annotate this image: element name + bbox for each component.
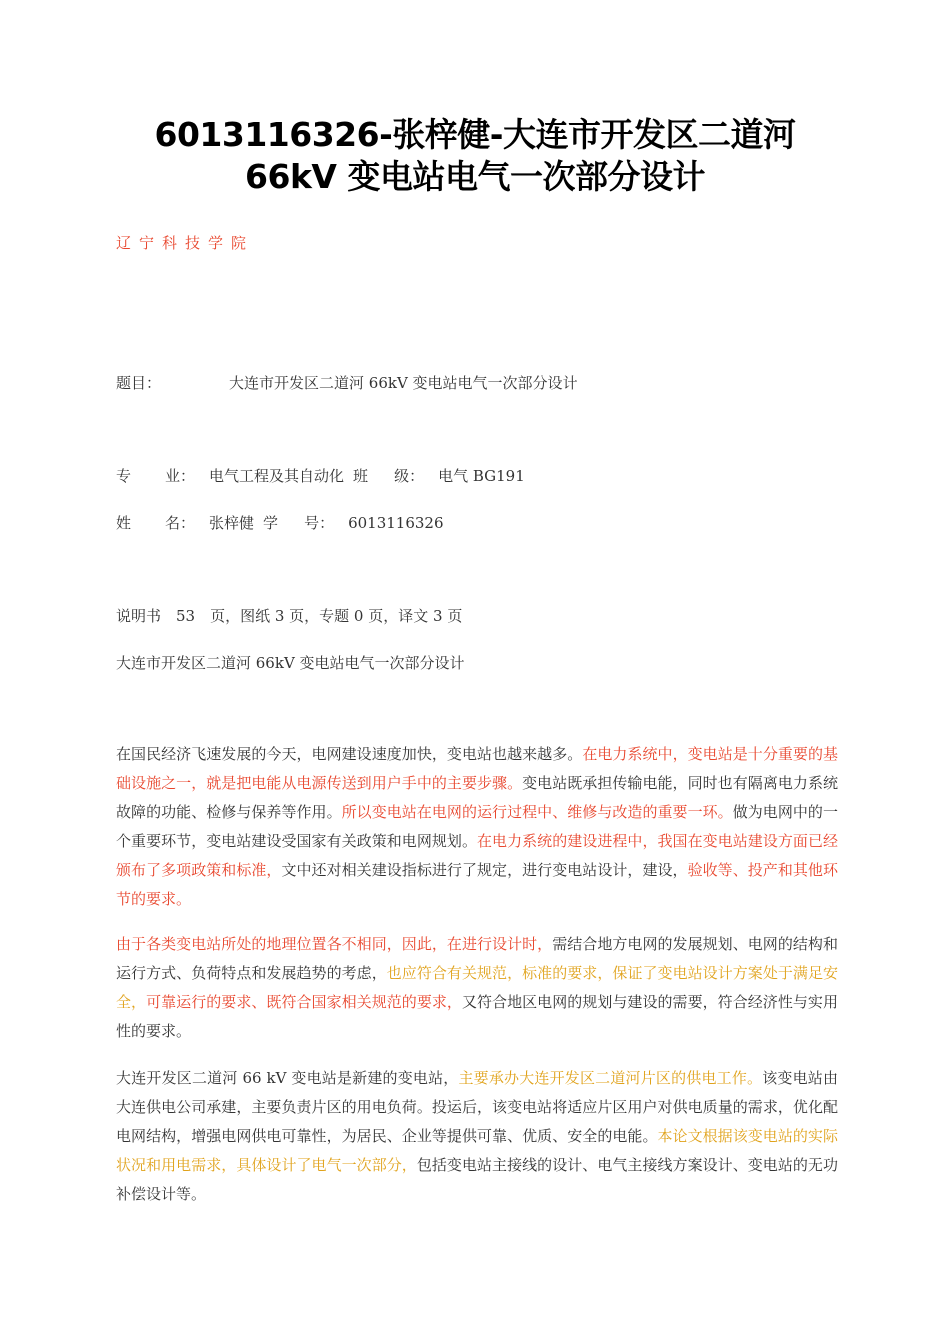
paragraph-segment: 又符合地区电网的规划与建设的需要，符合经济性与实用性的要求。: [116, 993, 838, 1040]
paragraph-2: [116, 930, 838, 1046]
pages-info: 说明书 53 页，图纸 3 页，专题 0 页，译文 3 页: [116, 607, 463, 625]
paragraph-segment: 所以变电站在电网的运行过程中、维修与改造的重要一环。: [341, 803, 733, 821]
major-label-b: 业：: [165, 467, 196, 485]
title-line-1: 6013116326-张梓健-大连市开发区二道河: [154, 115, 796, 154]
paragraph-segment: 主要承办大连开发区二道河片区的供电工作。: [458, 1069, 763, 1087]
class-label-b: 级：: [394, 467, 425, 485]
paragraph-segment: 该变电站由大连供电公司承建，主要负责片区的用电负荷。投运后，该变电站将适应片区用户对供电质量的需求，优化配电网结构，增强电网供电可靠性，为居民、企业等提供可靠、优质、安全的电能。: [116, 1069, 838, 1145]
class-label-a: 班: [353, 467, 369, 485]
paragraph-segment: 也应符合有关规范，标准的要求，保证了变电站设计方案处于满足安全，: [116, 964, 838, 1011]
id-label-a: 学: [263, 514, 279, 532]
id-label-b: 号：: [304, 514, 335, 532]
paragraph-segment: 文中还对相关建设指标进行了规定，进行变电站设计，建设，: [281, 861, 688, 879]
paragraph-1: [116, 740, 838, 914]
paragraph-segment: 做为电网中的一个重要环节，变电站建设受国家有关政策和电网规划。: [116, 803, 838, 850]
name-label-a: 姓: [116, 514, 132, 532]
name-label-b: 名：: [165, 514, 196, 532]
topic-value: 大连市开发区二道河 66kV 变电站电气一次部分设计: [229, 374, 578, 392]
paragraph-3: [116, 1064, 838, 1209]
paragraph-segment: 在电力系统的建设进程中，我国在变电站建设方面已经颁布了多项政策和标准，: [116, 832, 838, 879]
major-label-a: 专: [116, 467, 132, 485]
paragraph-segment: 验收等、投产和其他环节的要求。: [116, 861, 838, 908]
id-value: 6013116326: [348, 514, 444, 532]
paragraph-segment: 变电站既承担传输电能，同时也有隔离电力系统故障的功能、检修与保养等作用。: [116, 774, 838, 821]
topic-label: 题目：: [116, 374, 162, 392]
major-row: [116, 465, 525, 486]
class-value: 电气 BG191: [438, 467, 525, 485]
subtitle: 大连市开发区二道河 66kV 变电站电气一次部分设计: [116, 654, 465, 672]
topic-row: [116, 372, 578, 393]
paragraph-segment: 可靠运行的要求、既符合国家相关规范的要求，: [146, 993, 462, 1011]
paragraph-segment: 在电力系统中，变电站是十分重要的基础设施之一，就是把电能从电源传送到用户手中的主要步骤。: [116, 745, 838, 792]
name-value: 张梓健: [209, 514, 255, 532]
paragraph-segment: 由于各类变电站所处的地理位置各不相同，因此，在进行设计时，: [116, 935, 553, 953]
paragraph-segment: 包括变电站主接线的设计、电气主接线方案设计、变电站的无功补偿设计等。: [116, 1156, 838, 1203]
paragraph-segment: 需结合地方电网的发展规划、电网的结构和运行方式、负荷特点和发展趋势的考虑，: [116, 935, 838, 982]
school-name: 辽宁科技学院: [116, 234, 255, 252]
paragraph-segment: 在国民经济飞速发展的今天，电网建设速度加快，变电站也越来越多。: [116, 745, 583, 763]
name-row: [116, 512, 444, 533]
major-value: 电气工程及其自动化: [209, 467, 345, 485]
title-line-2: 66kV 变电站电气一次部分设计: [245, 157, 705, 196]
document-title: [0, 114, 950, 198]
paragraph-segment: 大连开发区二道河 66 kV 变电站是新建的变电站，: [116, 1069, 459, 1087]
paragraph-segment: 本论文根据该变电站的实际状况和用电需求，具体设计了电气一次部分，: [116, 1127, 838, 1174]
